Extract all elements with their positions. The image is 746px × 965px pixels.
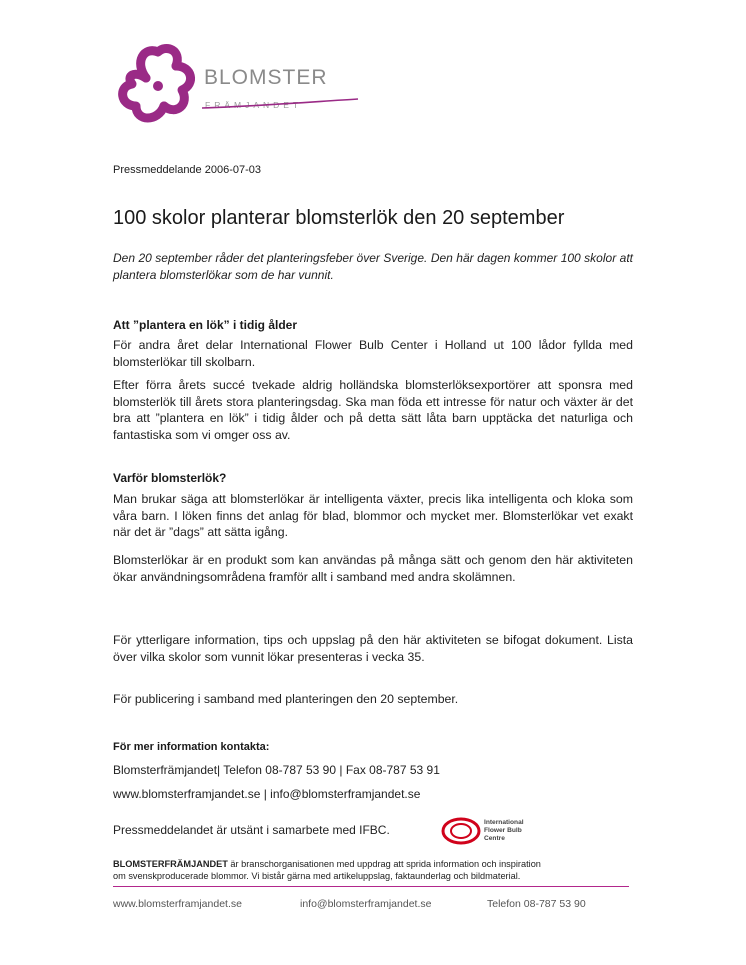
footer-divider	[113, 886, 629, 887]
cooperation-note: Pressmeddelandet är utsänt i samarbete med IFBC.	[113, 823, 390, 837]
about-line: är branschorganisationen med uppdrag att sprida information och inspiration	[227, 859, 541, 869]
paragraph: För andra året delar International Flower Bulb Center i Holland ut 100 lådor fyllda med blomsterlökar till skolbarn.	[113, 338, 633, 369]
about-line: om svenskproducerade blommor. Vi bistår gärna med artikeluppslag, faktaunderlag och bildmaterial.	[113, 871, 521, 881]
paragraph: Blomsterlökar är en produkt som kan användas på många sätt och genom den här aktiviteten ökar användningsområdena framför allt i samband med andra skolämnen.	[113, 553, 633, 584]
dateline: Pressmeddelande 2006-07-03	[113, 164, 261, 176]
publication-note: För publicering i samband med planteringen den 20 september.	[113, 692, 459, 706]
ifbc-logo-icon	[440, 816, 482, 846]
page-title: 100 skolor planterar blomsterlök den 20 september	[113, 207, 565, 229]
ifbc-line: Centre	[484, 835, 505, 842]
about-text	[113, 858, 633, 882]
paragraph: För ytterligare information, tips och uppslag på den här aktiviteten se bifogat dokument. Lista över vilka skolor som vunnit lökar presenteras i vecka 35.	[113, 633, 633, 664]
flower-logo-icon	[112, 40, 207, 132]
section-heading: Att ”plantera en lök” i tidig ålder	[113, 318, 298, 332]
logo-wordmark: BLOMSTER	[204, 66, 328, 89]
footer-email-link[interactable]: info@blomsterframjandet.se	[300, 898, 432, 910]
paragraph: Efter förra årets succé tvekade aldrig holländska blomsterlöksexportörer att sponsra med blomsterlök till årets stora planteringsdag. Ska man föda ett intresse för natur och växter är det bra att ”plantera en lök” i tidig ålder och på detta sätt låta barn upptäcka det naturliga och fantastiska som vi omger oss av.	[113, 378, 633, 442]
footer-phone: Telefon 08-787 53 90	[487, 898, 586, 910]
logo-subtitle: FRÄMJANDET	[205, 100, 303, 110]
section-heading: Varför blomsterlök?	[113, 471, 227, 485]
blomsterframjandet-logo	[112, 40, 362, 132]
lead-paragraph: Den 20 september råder det planteringsfeber över Sverige. Den här dagen kommer 100 skolor att plantera blomsterlökar som de har vunnit.	[113, 251, 633, 282]
footer-website-link[interactable]: www.blomsterframjandet.se	[113, 898, 242, 910]
about-org-name: BLOMSTERFRÄMJANDET	[113, 859, 228, 869]
contact-links[interactable]: www.blomsterframjandet.se | info@blomsterframjandet.se	[113, 787, 421, 801]
ifbc-logo-text	[484, 819, 524, 843]
paragraph: Man brukar säga att blomsterlökar är intelligenta växter, precis lika intelligenta och kloka som våra barn. I löken finns det anlag för blad, blommor och mycket mer. Blomsterlökar vet exakt när det är ”dags” att sätta igång.	[113, 492, 633, 539]
ifbc-line: Flower Bulb	[484, 827, 522, 834]
ifbc-line: International	[484, 819, 524, 826]
contact-details: Blomsterfrämjandet| Telefon 08-787 53 90 | Fax 08-787 53 91	[113, 763, 440, 777]
logo-swoosh	[200, 98, 360, 110]
contact-heading: För mer information kontakta:	[113, 741, 270, 753]
